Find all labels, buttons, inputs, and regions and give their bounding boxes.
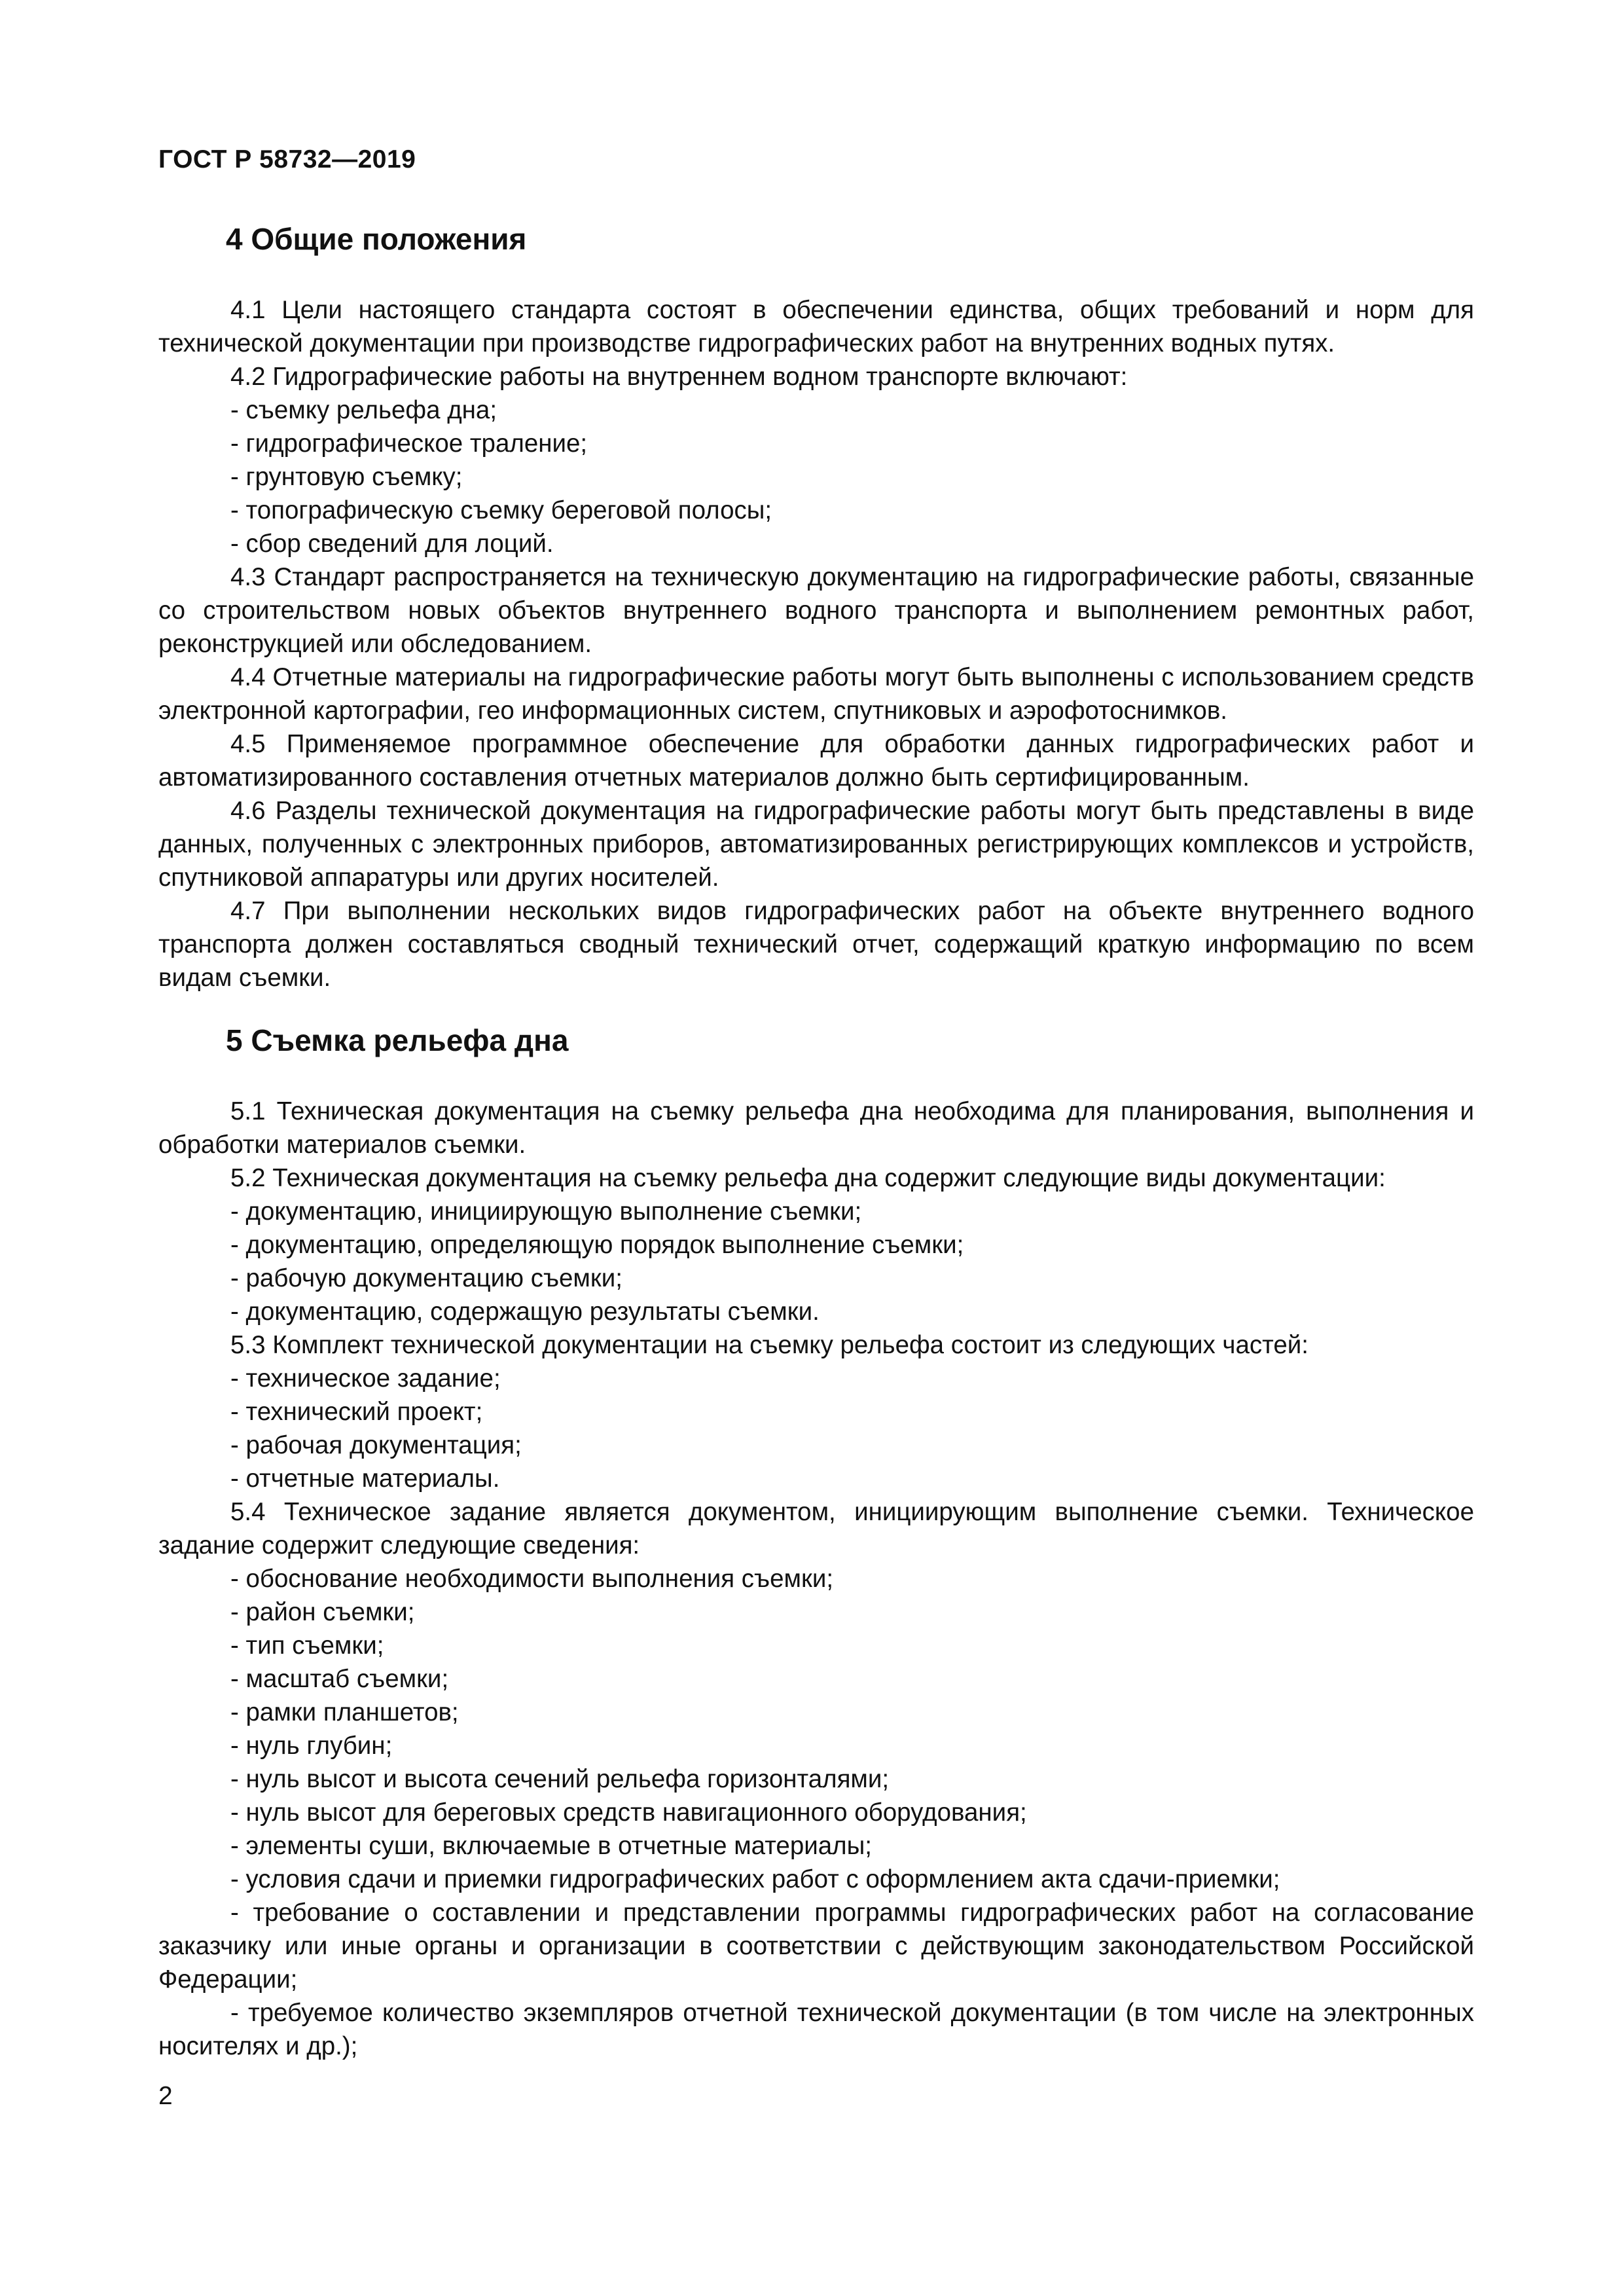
list-item: - рамки планшетов; <box>230 1698 459 1726</box>
list-item: - условия сдачи и приемки гидрографических работ с оформлением акта сдачи-приемки; <box>230 1865 1280 1893</box>
list-item: - сбор сведений для лоций. <box>230 530 554 558</box>
paragraph-4-1: 4.1 Цели настоящего стандарта состоят в обеспечении единства, общих требований и норм для технической документации при производстве гидрографических работ на внутренних водных путях. <box>158 296 1474 357</box>
list-item: - район съемки; <box>230 1598 415 1626</box>
section-5-title: 5 Съемка рельефа дна <box>226 1023 569 1057</box>
list-item: - нуль глубин; <box>230 1732 393 1760</box>
list-item: - элементы суши, включаемые в отчетные материалы; <box>230 1832 873 1860</box>
list-item: - требуемое количество экземпляров отчетной технической документации (в том числе на электронных носителях и др.); <box>158 1999 1474 2060</box>
paragraph-4-2: 4.2 Гидрографические работы на внутреннем водном транспорте включают: <box>230 363 1128 391</box>
paragraph-5-3: 5.3 Комплект технической документации на съемку рельефа состоит из следующих частей: <box>230 1331 1308 1359</box>
list-item: - техническое задание; <box>230 1364 501 1393</box>
paragraph-4-5: 4.5 Применяемое программное обеспечение для обработки данных гидрографических работ и автоматизированного составления отчетных материалов должно быть сертифицированным. <box>158 730 1474 792</box>
list-item: - масштаб съемки; <box>230 1665 449 1693</box>
page-number: 2 <box>158 2082 173 2110</box>
paragraph-5-1: 5.1 Техническая документация на съемку рельефа дна необходима для планирования, выполнения и обработки материалов съемки. <box>158 1097 1474 1159</box>
section-4-body <box>158 293 1474 994</box>
paragraph-5-2: 5.2 Техническая документация на съемку рельефа дна содержит следующие виды документации: <box>230 1164 1386 1192</box>
list-item: - обоснование необходимости выполнения съемки; <box>230 1565 834 1593</box>
list-item: - рабочая документация; <box>230 1431 522 1459</box>
list-item: - технический проект; <box>230 1398 483 1426</box>
section-5-body <box>158 1095 1474 2063</box>
list-item: - рабочую документацию съемки; <box>230 1264 623 1292</box>
paragraph-4-4: 4.4 Отчетные материалы на гидрографические работы могут быть выполнены с использованием средств электронной картографии, гео информационных систем, спутниковых и аэрофотоснимков. <box>158 663 1474 725</box>
list-item: - топографическую съемку береговой полосы; <box>230 496 772 524</box>
list-item: - требование о составлении и представлении программы гидрографических работ на согласование заказчику или иные органы и организации в соответствии с действующим законодательством Российской Федерации; <box>158 1899 1474 1994</box>
list-item: - документацию, определяющую порядок выполнение съемки; <box>230 1231 964 1259</box>
list-item: - документацию, содержащую результаты съемки. <box>230 1298 820 1326</box>
list-item: - гидрографическое траление; <box>230 429 588 458</box>
section-4-title: 4 Общие положения <box>226 222 527 256</box>
list-item: - грунтовую съемку; <box>230 463 463 491</box>
paragraph-4-6: 4.6 Разделы технической документация на гидрографические работы могут быть представлены в виде данных, полученных с электронных приборов, автоматизированных регистрирующих комплексов и устройств, спутниковой аппаратуры или других носителей. <box>158 797 1474 892</box>
document-code: ГОСТ Р 58732—2019 <box>158 145 416 173</box>
list-item: - нуль высот для береговых средств навигационного оборудования; <box>230 1798 1027 1827</box>
list-item: - нуль высот и высота сечений рельефа горизонталями; <box>230 1765 890 1793</box>
paragraph-4-3: 4.3 Стандарт распространяется на техническую документацию на гидрографические работы, связанные со строительством новых объектов внутреннего водного транспорта и выполнением ремонтных работ, реконструкцией или обследованием. <box>158 563 1474 658</box>
list-item: - документацию, инициирующую выполнение съемки; <box>230 1197 862 1226</box>
paragraph-4-7: 4.7 При выполнении нескольких видов гидрографических работ на объекте внутреннего водного транспорта должен составляться сводный технический отчет, содержащий краткую информацию по всем видам съемки. <box>158 897 1474 992</box>
list-item: - отчетные материалы. <box>230 1465 500 1493</box>
paragraph-5-4: 5.4 Техническое задание является документом, инициирующим выполнение съемки. Техническое задание содержит следующие сведения: <box>158 1498 1474 1559</box>
list-item: - съемку рельефа дна; <box>230 396 497 424</box>
list-item: - тип съемки; <box>230 1631 384 1660</box>
